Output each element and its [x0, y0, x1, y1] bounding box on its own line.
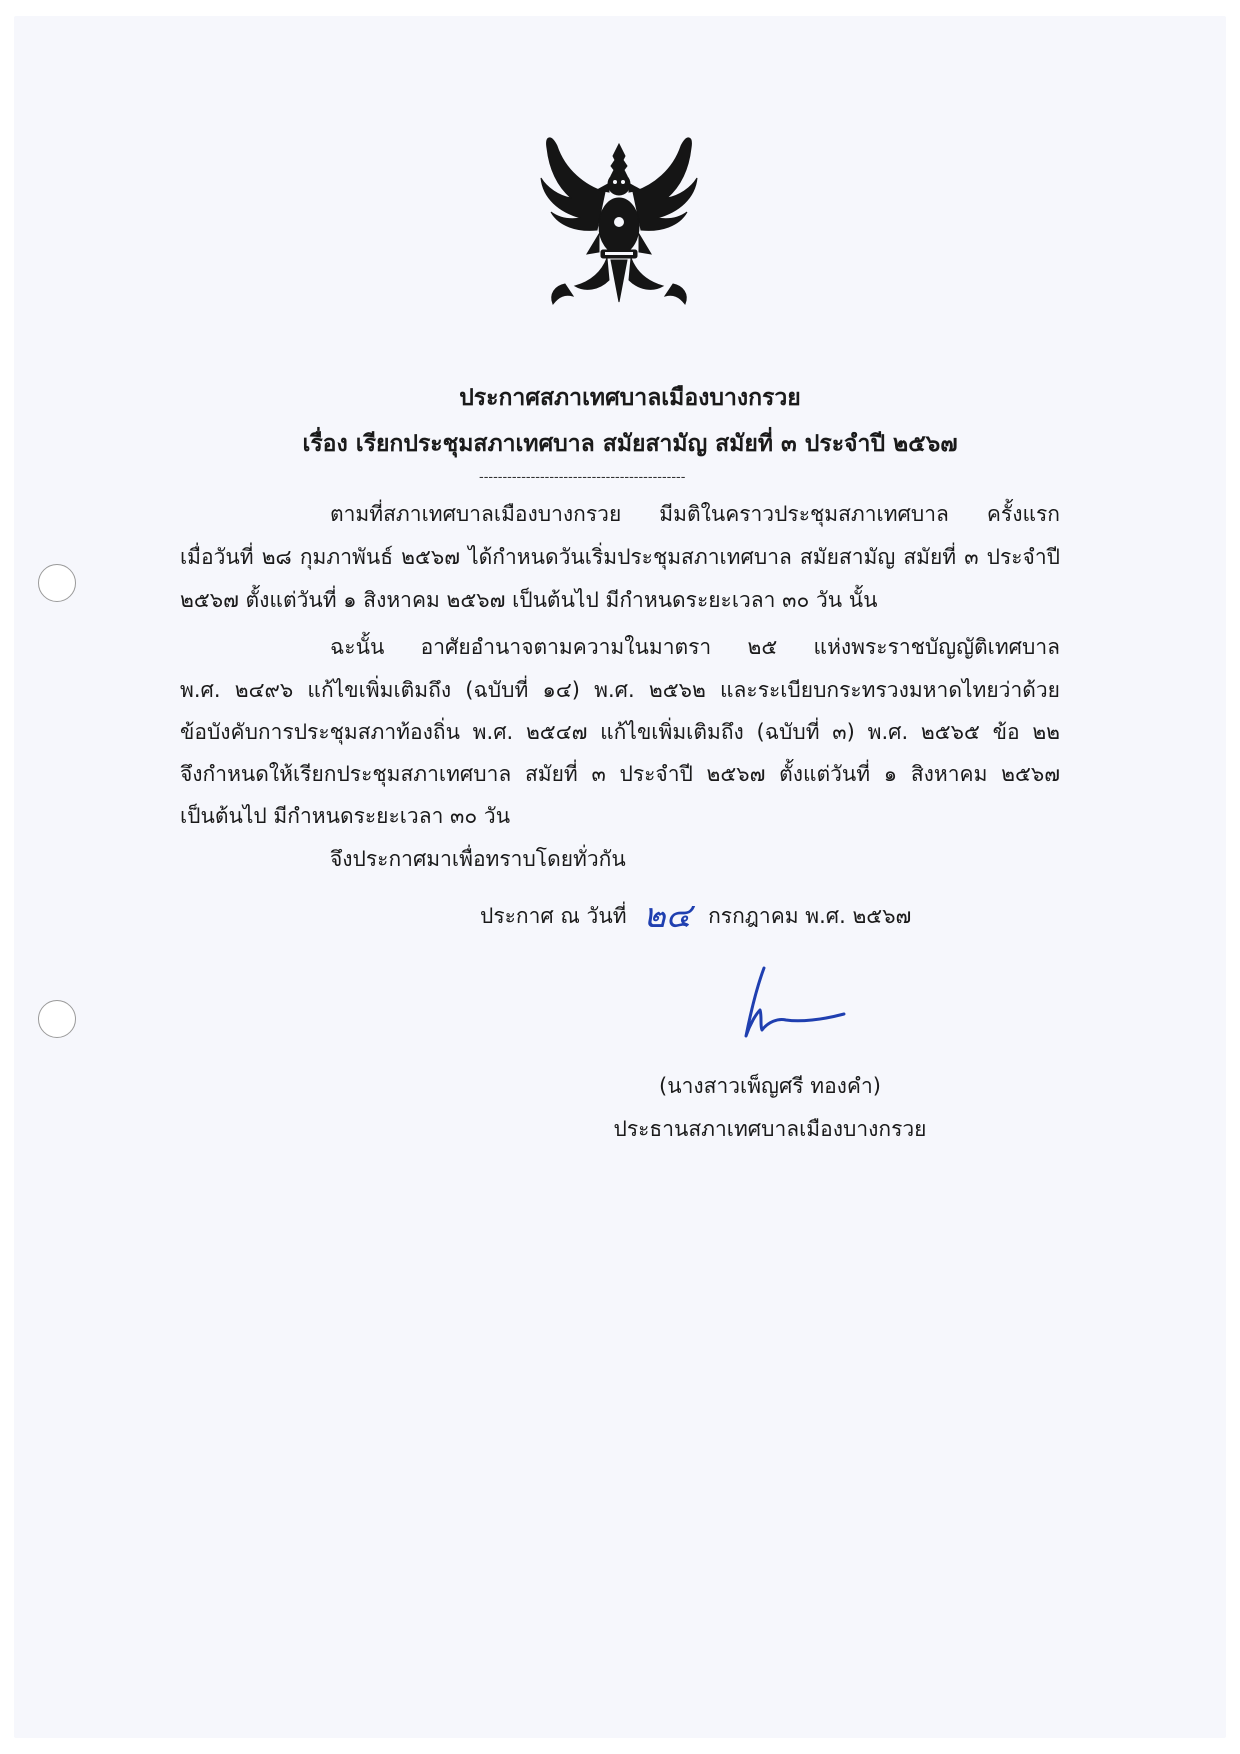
signature-icon — [730, 960, 850, 1050]
paragraph-2-line: พ.ศ. ๒๔๙๖ แก้ไขเพิ่มเติมถึง (ฉบับที่ ๑๔) พ.ศ. ๒๕๖๒ และระเบียบกระทรวงมหาดไทยว่าด้วย — [180, 678, 1060, 702]
signer-name: (นางสาวเพ็ญศรี ทองคำ) — [659, 1074, 881, 1098]
punch-hole-icon — [38, 564, 76, 602]
paragraph-1-line: ตามที่สภาเทศบาลเมืองบางกรวย มีมติในคราวประชุมสภาเทศบาล ครั้งแรก — [330, 502, 1060, 526]
date-suffix: กรกฎาคม พ.ศ. ๒๕๖๗ — [708, 904, 912, 928]
punch-hole-icon — [38, 1000, 76, 1038]
paragraph-2-line: ฉะนั้น อาศัยอำนาจตามความในมาตรา ๒๕ แห่งพระราชบัญญัติเทศบาล — [330, 635, 1060, 659]
page-title: ประกาศสภาเทศบาลเมืองบางกรวย — [459, 385, 801, 411]
paragraph-2-line: ข้อบังคับการประชุมสภาท้องถิ่น พ.ศ. ๒๕๔๗ แก้ไขเพิ่มเติมถึง (ฉบับที่ ๓) พ.ศ. ๒๕๖๕ ข้อ ๒๒ — [180, 720, 1060, 744]
title-divider: -------------------------------------------- — [479, 470, 686, 485]
garuda-emblem-icon — [525, 126, 713, 316]
document-subject: เรื่อง เรียกประชุมสภาเทศบาล สมัยสามัญ สมัยที่ ๓ ประจำปี ๒๕๖๗ — [302, 431, 958, 457]
paragraph-2-line: จึงกำหนดให้เรียกประชุมสภาเทศบาล สมัยที่ ๓ ประจำปี ๒๕๖๗ ตั้งแต่วันที่ ๑ สิงหาคม ๒๕๖๗ — [180, 762, 1060, 786]
paragraph-1-line: เมื่อวันที่ ๒๘ กุมภาพันธ์ ๒๕๖๗ ได้กำหนดวันเริ่มประชุมสภาเทศบาล สมัยสามัญ สมัยที่ ๓ ประจำปี — [180, 545, 1060, 569]
announcement-date — [480, 888, 911, 942]
paragraph-1-line: ๒๕๖๗ ตั้งแต่วันที่ ๑ สิงหาคม ๒๕๖๗ เป็นต้นไป มีกำหนดระยะเวลา ๓๐ วัน นั้น — [180, 588, 878, 612]
closing-statement: จึงประกาศมาเพื่อทราบโดยทั่วกัน — [330, 847, 626, 871]
signer-position: ประธานสภาเทศบาลเมืองบางกรวย — [613, 1117, 927, 1141]
date-prefix: ประกาศ ณ วันที่ — [480, 904, 627, 928]
paragraph-2-line: เป็นต้นไป มีกำหนดระยะเวลา ๓๐ วัน — [180, 804, 511, 828]
handwritten-day: ๒๔ — [643, 896, 692, 936]
